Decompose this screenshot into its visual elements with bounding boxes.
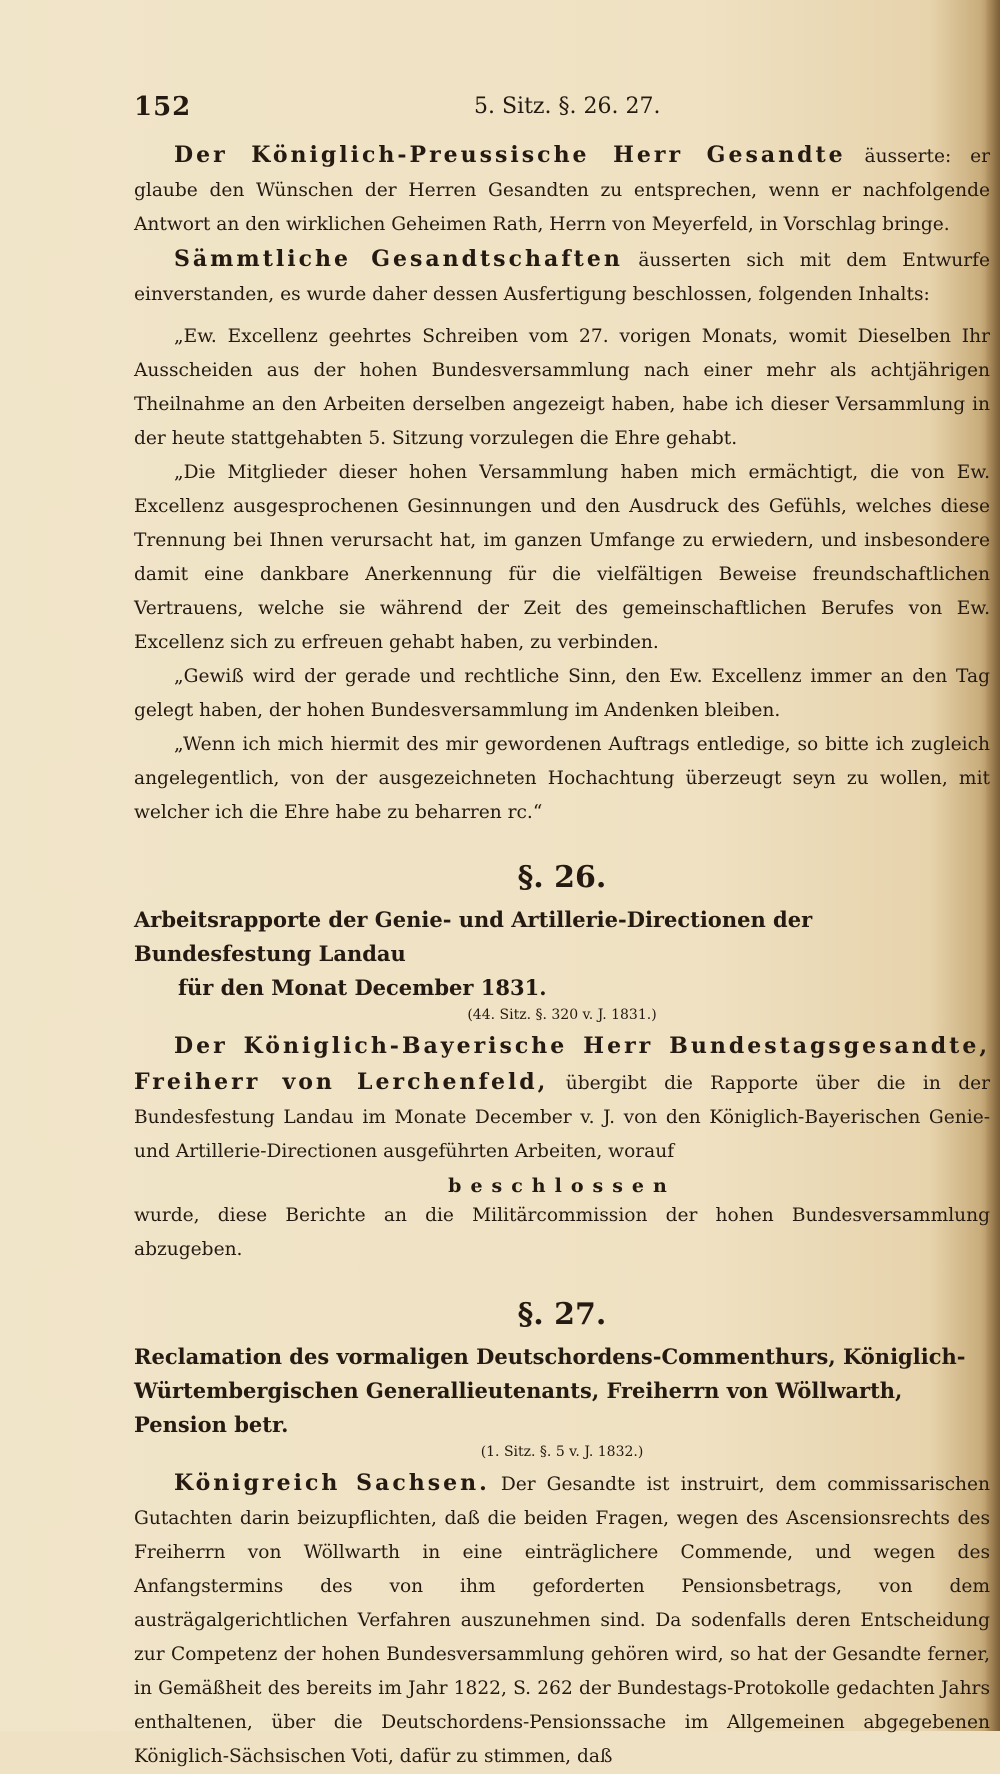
section-27-title: Reclamation des vormaligen Deutschordens-Commenthurs, Königlich-Würtembergischen Generallieutenants, Freiherrn von Wöllwarth, Pension betr.	[134, 1344, 966, 1437]
section-26-reference: (44. Sitz. §. 320 v. J. 1831.)	[467, 1007, 657, 1023]
section-26-decided: beschlossen	[448, 1175, 676, 1197]
paragraph-text: Der Gesandte ist instruirt, dem commissarischen Gutachten darin beizupflichten, daß die beiden Fragen, wegen des Ascensionsrechts des Freiherrn von Wöllwarth in eine einträglichere Commende, und wegen des Anfangstermins des von ihm geforderten Pensionsbetrags, von dem austrägalgerichtlichen Verfahren auszunehmen sind. Da sodenfalls deren Entscheidung zur Competenz der hohen Bundesversammlung gehören wird, so hat der Gesandte ferner, in Gemäßheit des bereits im Jahr 1822, S. 262 der Bundestags-Protokolle gedachten Jahrs enthaltenen, über die Deutschordens-Pensionssache im Allgemeinen abgegebenen Königlich-Sächsischen Voti, dafür zu stimmen, daß	[134, 1474, 990, 1767]
document-body	[134, 92, 990, 1774]
paragraph-text: äusserte: er glaube den Wünschen der Herren Gesandten zu entsprechen, wenn er nachfolgende Antwort an den wirklichen Geheimen Rath, Herrn von Meyerfeld, in Vorschlag bringe.	[134, 146, 990, 235]
running-head: 5. Sitz. §. 26. 27.	[474, 94, 661, 119]
speaker-name: Sämmtliche Gesandtschaften	[174, 246, 623, 272]
paragraph-text: äusserten sich mit dem Entwurfe einverstanden, es wurde daher dessen Ausfertigung beschlossen, folgenden Inhalts:	[134, 250, 990, 305]
quote-paragraph-3: „Gewiß wird der gerade und rechtliche Sinn, den Ew. Excellenz immer an den Tag gelegt haben, der hohen Bundesversammlung im Andenken bleiben.	[134, 666, 990, 721]
section-26-result: wurde, diese Berichte an die Militärcommission der hohen Bundesversammlung abzugeben.	[134, 1205, 990, 1260]
page-number: 152	[134, 92, 192, 122]
section-26-paragraph	[134, 1029, 990, 1169]
section-27-paragraph	[134, 1466, 990, 1774]
paragraph-all-delegations	[134, 242, 990, 312]
speaker-name: Der Königlich-Bayerische Herr Bundestagsgesandte, Freiherr von Lerchenfeld,	[134, 1033, 990, 1095]
section-27-number: §. 27.	[517, 1297, 607, 1332]
section-27-reference: (1. Sitz. §. 5 v. J. 1832.)	[480, 1444, 644, 1460]
quote-paragraph-1: „Ew. Excellenz geehrtes Schreiben vom 27. vorigen Monats, womit Dieselben Ihr Ausscheiden aus der hohen Bundesversammlung nach einer mehr als achtjährigen Theilnahme an den Arbeiten derselben angezeigt haben, habe ich dieser Versammlung in der heute stattgehabten 5. Sitzung vorzulegen die Ehre gehabt.	[134, 326, 990, 449]
section-26-title-line1: Arbeitsrapporte der Genie- und Artillerie-Directionen der Bundesfestung Landau	[134, 907, 813, 966]
section-26-number: §. 26.	[517, 860, 607, 895]
paragraph-text: übergibt die Rapporte über die in der Bundesfestung Landau im Monate December v. J. von den Königlich-Bayerischen Genie- und Artillerie-Directionen ausgeführten Arbeiten, worauf	[134, 1073, 990, 1162]
speaker-name: Königreich Sachsen.	[174, 1470, 490, 1496]
page-header	[134, 92, 990, 138]
quote-paragraph-4: „Wenn ich mich hiermit des mir gewordenen Auftrags entledige, so bitte ich zugleich angelegentlich, von der ausgezeichneten Hochachtung überzeugt seyn zu wollen, mit welcher ich die Ehre habe zu beharren rc.“	[134, 734, 990, 823]
quote-paragraph-2: „Die Mitglieder dieser hohen Versammlung haben mich ermächtigt, die von Ew. Excellenz ausgesprochenen Gesinnungen und den Ausdruck des Gefühls, welches diese Trennung bei Ihnen verursacht hat, im ganzen Umfange zu erwiedern, und insbesondere damit eine dankbare Anerkennung für die vielfältigen Beweise freundschaftlichen Vertrauens, welche sie während der Zeit des gemeinschaftlichen Berufes von Ew. Excellenz sich zu erfreuen gehabt haben, zu verbinden.	[134, 462, 990, 653]
section-26-title-line2: für den Monat December 1831.	[178, 975, 547, 1000]
paragraph-prussian-envoy	[134, 138, 990, 242]
speaker-name: Der Königlich-Preussische Herr Gesandte	[174, 142, 846, 168]
